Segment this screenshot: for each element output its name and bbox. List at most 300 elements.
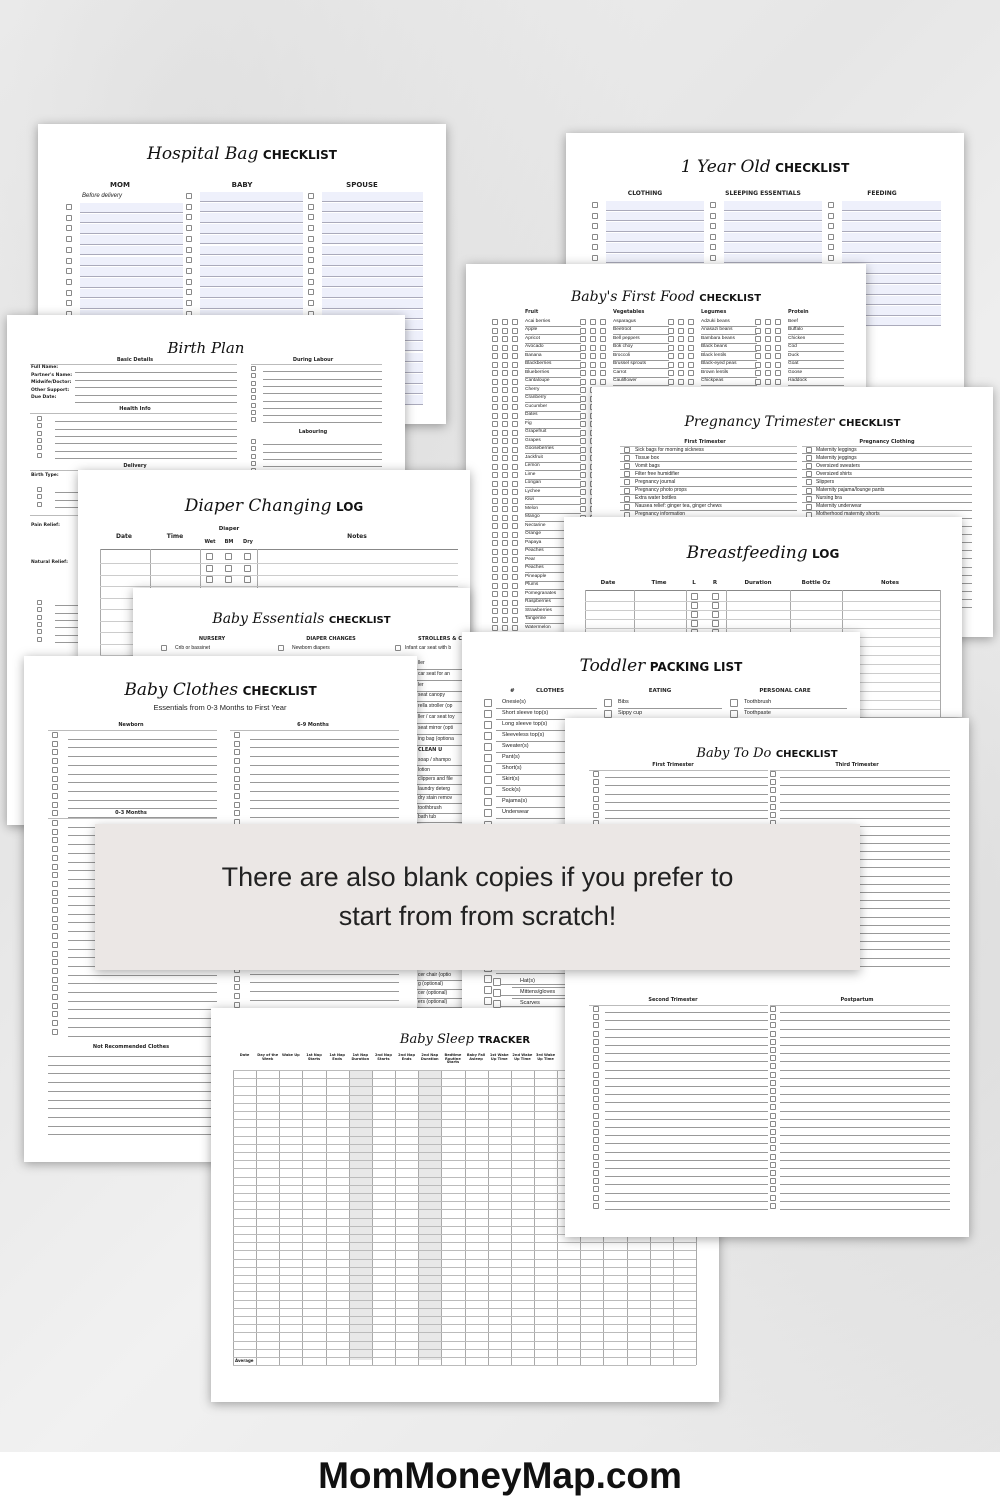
checkbox[interactable] (186, 268, 192, 274)
checkbox[interactable] (52, 977, 58, 983)
checkbox[interactable] (775, 336, 781, 342)
checkbox[interactable] (234, 1002, 240, 1008)
checkbox[interactable] (590, 328, 596, 334)
checkbox[interactable] (580, 472, 586, 478)
checkbox[interactable] (502, 413, 508, 419)
checkbox[interactable] (234, 749, 240, 755)
checkbox[interactable] (770, 1203, 776, 1209)
checkbox[interactable] (691, 620, 698, 627)
checkbox[interactable] (770, 1186, 776, 1192)
checkbox[interactable] (770, 1137, 776, 1143)
checkbox[interactable] (770, 1022, 776, 1028)
checkbox[interactable] (770, 1080, 776, 1086)
checkbox[interactable] (580, 481, 586, 487)
checkbox[interactable] (592, 244, 598, 250)
checkbox[interactable] (52, 924, 58, 930)
checkbox[interactable] (678, 319, 684, 325)
checkbox[interactable] (710, 202, 716, 208)
checkbox[interactable] (52, 872, 58, 878)
checkbox[interactable] (484, 975, 492, 983)
checkbox[interactable] (755, 345, 761, 351)
checkbox[interactable] (512, 481, 518, 487)
checkbox[interactable] (512, 345, 518, 351)
checkbox[interactable] (678, 362, 684, 368)
checkbox[interactable] (37, 431, 42, 436)
checkbox[interactable] (775, 362, 781, 368)
checkbox[interactable] (186, 289, 192, 295)
checkbox[interactable] (593, 1170, 599, 1176)
checkbox[interactable] (765, 345, 771, 351)
checkbox[interactable] (308, 225, 314, 231)
checkbox[interactable] (52, 951, 58, 957)
checkbox[interactable] (52, 758, 58, 764)
checkbox[interactable] (308, 204, 314, 210)
checkbox[interactable] (251, 388, 256, 393)
checkbox[interactable] (593, 1121, 599, 1127)
checkbox[interactable] (502, 455, 508, 461)
checkbox[interactable] (755, 379, 761, 385)
checkbox[interactable] (66, 268, 72, 274)
checkbox[interactable] (512, 557, 518, 563)
checkbox[interactable] (593, 796, 599, 802)
checkbox[interactable] (493, 1000, 501, 1008)
checkbox[interactable] (251, 446, 256, 451)
checkbox[interactable] (512, 404, 518, 410)
checkbox[interactable] (828, 202, 834, 208)
checkbox[interactable] (755, 370, 761, 376)
checkbox[interactable] (592, 223, 598, 229)
checkbox[interactable] (593, 1072, 599, 1078)
checkbox[interactable] (308, 247, 314, 253)
checkbox[interactable] (484, 997, 492, 1005)
checkbox[interactable] (755, 336, 761, 342)
checkbox[interactable] (492, 617, 498, 623)
checkbox[interactable] (484, 699, 492, 707)
checkbox[interactable] (600, 353, 606, 359)
checkbox[interactable] (730, 710, 738, 718)
checkbox[interactable] (37, 502, 42, 507)
checkbox[interactable] (765, 336, 771, 342)
checkbox[interactable] (308, 214, 314, 220)
checkbox[interactable] (186, 193, 192, 199)
checkbox[interactable] (512, 549, 518, 555)
checkbox[interactable] (593, 812, 599, 818)
checkbox[interactable] (770, 812, 776, 818)
checkbox[interactable] (624, 504, 630, 510)
checkbox[interactable] (52, 749, 58, 755)
checkbox[interactable] (52, 741, 58, 747)
checkbox[interactable] (502, 625, 508, 631)
checkbox[interactable] (234, 793, 240, 799)
checkbox[interactable] (251, 410, 256, 415)
checkbox[interactable] (502, 549, 508, 555)
checkbox[interactable] (590, 345, 596, 351)
checkbox[interactable] (502, 336, 508, 342)
checkbox[interactable] (512, 591, 518, 597)
checkbox[interactable] (580, 319, 586, 325)
checkbox[interactable] (308, 268, 314, 274)
checkbox[interactable] (770, 1162, 776, 1168)
checkbox[interactable] (590, 336, 596, 342)
checkbox[interactable] (600, 319, 606, 325)
checkbox[interactable] (593, 771, 599, 777)
checkbox[interactable] (512, 523, 518, 529)
checkbox[interactable] (502, 362, 508, 368)
checkbox[interactable] (688, 353, 694, 359)
checkbox[interactable] (186, 247, 192, 253)
checkbox[interactable] (502, 583, 508, 589)
checkbox[interactable] (484, 787, 492, 795)
checkbox[interactable] (52, 1029, 58, 1035)
checkbox[interactable] (492, 591, 498, 597)
checkbox[interactable] (806, 504, 812, 510)
checkbox[interactable] (770, 1072, 776, 1078)
checkbox[interactable] (52, 881, 58, 887)
checkbox[interactable] (492, 404, 498, 410)
checkbox[interactable] (512, 600, 518, 606)
checkbox[interactable] (590, 353, 596, 359)
checkbox[interactable] (512, 608, 518, 614)
checkbox[interactable] (502, 523, 508, 529)
checkbox[interactable] (512, 583, 518, 589)
checkbox[interactable] (678, 379, 684, 385)
checkbox[interactable] (590, 379, 596, 385)
checkbox[interactable] (52, 907, 58, 913)
checkbox[interactable] (828, 234, 834, 240)
checkbox[interactable] (492, 387, 498, 393)
checkbox[interactable] (206, 553, 213, 560)
checkbox[interactable] (66, 204, 72, 210)
checkbox[interactable] (770, 804, 776, 810)
checkbox[interactable] (710, 213, 716, 219)
checkbox[interactable] (52, 898, 58, 904)
checkbox[interactable] (668, 379, 674, 385)
checkbox[interactable] (492, 421, 498, 427)
checkbox[interactable] (668, 328, 674, 334)
checkbox[interactable] (186, 257, 192, 263)
checkbox[interactable] (502, 515, 508, 521)
checkbox[interactable] (770, 1129, 776, 1135)
checkbox[interactable] (593, 1137, 599, 1143)
checkbox[interactable] (755, 362, 761, 368)
checkbox[interactable] (66, 258, 72, 264)
checkbox[interactable] (52, 968, 58, 974)
checkbox[interactable] (308, 236, 314, 242)
checkbox[interactable] (186, 279, 192, 285)
checkbox[interactable] (512, 540, 518, 546)
checkbox[interactable] (225, 576, 232, 583)
checkbox[interactable] (492, 566, 498, 572)
checkbox[interactable] (678, 353, 684, 359)
checkbox[interactable] (234, 993, 240, 999)
checkbox[interactable] (161, 645, 167, 651)
checkbox[interactable] (492, 481, 498, 487)
checkbox[interactable] (251, 461, 256, 466)
checkbox[interactable] (775, 370, 781, 376)
checkbox[interactable] (678, 336, 684, 342)
checkbox[interactable] (624, 479, 630, 485)
checkbox[interactable] (225, 553, 232, 560)
checkbox[interactable] (755, 328, 761, 334)
checkbox[interactable] (251, 403, 256, 408)
checkbox[interactable] (806, 447, 812, 453)
checkbox[interactable] (624, 496, 630, 502)
checkbox[interactable] (186, 204, 192, 210)
checkbox[interactable] (593, 1031, 599, 1037)
checkbox[interactable] (512, 617, 518, 623)
checkbox[interactable] (512, 379, 518, 385)
checkbox[interactable] (590, 362, 596, 368)
checkbox[interactable] (52, 829, 58, 835)
checkbox[interactable] (52, 933, 58, 939)
checkbox[interactable] (37, 494, 42, 499)
checkbox[interactable] (492, 583, 498, 589)
checkbox[interactable] (37, 615, 42, 620)
checkbox[interactable] (502, 345, 508, 351)
checkbox[interactable] (492, 455, 498, 461)
checkbox[interactable] (66, 236, 72, 242)
checkbox[interactable] (765, 328, 771, 334)
checkbox[interactable] (668, 345, 674, 351)
checkbox[interactable] (512, 336, 518, 342)
checkbox[interactable] (593, 1145, 599, 1151)
checkbox[interactable] (580, 336, 586, 342)
checkbox[interactable] (308, 279, 314, 285)
checkbox[interactable] (770, 779, 776, 785)
checkbox[interactable] (580, 404, 586, 410)
checkbox[interactable] (712, 593, 719, 600)
checkbox[interactable] (502, 396, 508, 402)
checkbox[interactable] (484, 776, 492, 784)
checkbox[interactable] (234, 776, 240, 782)
checkbox[interactable] (52, 864, 58, 870)
checkbox[interactable] (186, 225, 192, 231)
checkbox[interactable] (600, 379, 606, 385)
checkbox[interactable] (806, 496, 812, 502)
checkbox[interactable] (234, 732, 240, 738)
checkbox[interactable] (512, 625, 518, 631)
checkbox[interactable] (492, 345, 498, 351)
checkbox[interactable] (225, 565, 232, 572)
checkbox[interactable] (244, 576, 251, 583)
checkbox[interactable] (770, 787, 776, 793)
checkbox[interactable] (52, 820, 58, 826)
checkbox[interactable] (234, 767, 240, 773)
checkbox[interactable] (580, 438, 586, 444)
checkbox[interactable] (770, 1145, 776, 1151)
checkbox[interactable] (37, 453, 42, 458)
checkbox[interactable] (52, 732, 58, 738)
checkbox[interactable] (593, 1063, 599, 1069)
checkbox[interactable] (512, 566, 518, 572)
checkbox[interactable] (493, 978, 501, 986)
checkbox[interactable] (512, 362, 518, 368)
checkbox[interactable] (678, 345, 684, 351)
checkbox[interactable] (66, 215, 72, 221)
checkbox[interactable] (828, 223, 834, 229)
checkbox[interactable] (512, 396, 518, 402)
checkbox[interactable] (512, 447, 518, 453)
checkbox[interactable] (712, 602, 719, 609)
checkbox[interactable] (592, 213, 598, 219)
checkbox[interactable] (770, 771, 776, 777)
checkbox[interactable] (770, 1104, 776, 1110)
checkbox[interactable] (512, 430, 518, 436)
checkbox[interactable] (52, 916, 58, 922)
checkbox[interactable] (52, 837, 58, 843)
checkbox[interactable] (668, 353, 674, 359)
checkbox[interactable] (492, 472, 498, 478)
checkbox[interactable] (502, 319, 508, 325)
checkbox[interactable] (730, 699, 738, 707)
checkbox[interactable] (770, 1170, 776, 1176)
checkbox[interactable] (600, 328, 606, 334)
checkbox[interactable] (668, 319, 674, 325)
checkbox[interactable] (765, 353, 771, 359)
checkbox[interactable] (806, 471, 812, 477)
checkbox[interactable] (668, 362, 674, 368)
checkbox[interactable] (770, 1096, 776, 1102)
checkbox[interactable] (512, 438, 518, 444)
checkbox[interactable] (593, 1039, 599, 1045)
checkbox[interactable] (770, 1063, 776, 1069)
checkbox[interactable] (765, 319, 771, 325)
checkbox[interactable] (492, 328, 498, 334)
checkbox[interactable] (492, 532, 498, 538)
checkbox[interactable] (590, 319, 596, 325)
checkbox[interactable] (251, 454, 256, 459)
checkbox[interactable] (770, 1039, 776, 1045)
checkbox[interactable] (688, 370, 694, 376)
checkbox[interactable] (710, 244, 716, 250)
checkbox[interactable] (512, 421, 518, 427)
checkbox[interactable] (66, 290, 72, 296)
checkbox[interactable] (502, 472, 508, 478)
checkbox[interactable] (52, 793, 58, 799)
checkbox[interactable] (493, 989, 501, 997)
checkbox[interactable] (186, 300, 192, 306)
checkbox[interactable] (593, 1014, 599, 1020)
checkbox[interactable] (244, 565, 251, 572)
checkbox[interactable] (492, 523, 498, 529)
checkbox[interactable] (66, 225, 72, 231)
checkbox[interactable] (484, 710, 492, 718)
checkbox[interactable] (512, 498, 518, 504)
checkbox[interactable] (592, 255, 598, 261)
checkbox[interactable] (512, 387, 518, 393)
checkbox[interactable] (604, 699, 612, 707)
checkbox[interactable] (590, 370, 596, 376)
checkbox[interactable] (492, 515, 498, 521)
checkbox[interactable] (234, 784, 240, 790)
checkbox[interactable] (308, 193, 314, 199)
checkbox[interactable] (52, 855, 58, 861)
checkbox[interactable] (492, 549, 498, 555)
checkbox[interactable] (502, 498, 508, 504)
checkbox[interactable] (512, 370, 518, 376)
checkbox[interactable] (770, 1014, 776, 1020)
checkbox[interactable] (37, 445, 42, 450)
checkbox[interactable] (492, 362, 498, 368)
checkbox[interactable] (668, 336, 674, 342)
checkbox[interactable] (502, 464, 508, 470)
checkbox[interactable] (624, 488, 630, 494)
checkbox[interactable] (492, 319, 498, 325)
checkbox[interactable] (251, 439, 256, 444)
checkbox[interactable] (688, 362, 694, 368)
checkbox[interactable] (592, 234, 598, 240)
checkbox[interactable] (52, 767, 58, 773)
checkbox[interactable] (770, 1178, 776, 1184)
checkbox[interactable] (580, 455, 586, 461)
checkbox[interactable] (186, 236, 192, 242)
checkbox[interactable] (600, 370, 606, 376)
checkbox[interactable] (52, 776, 58, 782)
checkbox[interactable] (512, 506, 518, 512)
checkbox[interactable] (52, 959, 58, 965)
checkbox[interactable] (580, 370, 586, 376)
checkbox[interactable] (492, 379, 498, 385)
checkbox[interactable] (580, 430, 586, 436)
checkbox[interactable] (580, 328, 586, 334)
checkbox[interactable] (593, 787, 599, 793)
checkbox[interactable] (512, 472, 518, 478)
checkbox[interactable] (502, 387, 508, 393)
checkbox[interactable] (580, 396, 586, 402)
checkbox[interactable] (593, 1055, 599, 1061)
checkbox[interactable] (688, 336, 694, 342)
checkbox[interactable] (600, 345, 606, 351)
checkbox[interactable] (593, 1088, 599, 1094)
checkbox[interactable] (593, 1047, 599, 1053)
checkbox[interactable] (502, 600, 508, 606)
checkbox[interactable] (770, 1195, 776, 1201)
checkbox[interactable] (206, 576, 213, 583)
checkbox[interactable] (484, 754, 492, 762)
checkbox[interactable] (234, 976, 240, 982)
checkbox[interactable] (593, 1186, 599, 1192)
checkbox[interactable] (593, 1195, 599, 1201)
checkbox[interactable] (492, 464, 498, 470)
checkbox[interactable] (492, 489, 498, 495)
checkbox[interactable] (806, 455, 812, 461)
checkbox[interactable] (828, 244, 834, 250)
checkbox[interactable] (512, 328, 518, 334)
checkbox[interactable] (251, 381, 256, 386)
checkbox[interactable] (710, 223, 716, 229)
checkbox[interactable] (502, 421, 508, 427)
checkbox[interactable] (502, 430, 508, 436)
checkbox[interactable] (308, 257, 314, 263)
checkbox[interactable] (492, 608, 498, 614)
checkbox[interactable] (775, 319, 781, 325)
checkbox[interactable] (251, 373, 256, 378)
checkbox[interactable] (52, 1003, 58, 1009)
checkbox[interactable] (593, 1104, 599, 1110)
checkbox[interactable] (600, 362, 606, 368)
checkbox[interactable] (775, 345, 781, 351)
checkbox[interactable] (502, 617, 508, 623)
checkbox[interactable] (512, 319, 518, 325)
checkbox[interactable] (593, 1006, 599, 1012)
checkbox[interactable] (502, 591, 508, 597)
checkbox[interactable] (775, 328, 781, 334)
checkbox[interactable] (580, 362, 586, 368)
checkbox[interactable] (688, 328, 694, 334)
checkbox[interactable] (593, 1178, 599, 1184)
checkbox[interactable] (278, 645, 284, 651)
checkbox[interactable] (502, 540, 508, 546)
